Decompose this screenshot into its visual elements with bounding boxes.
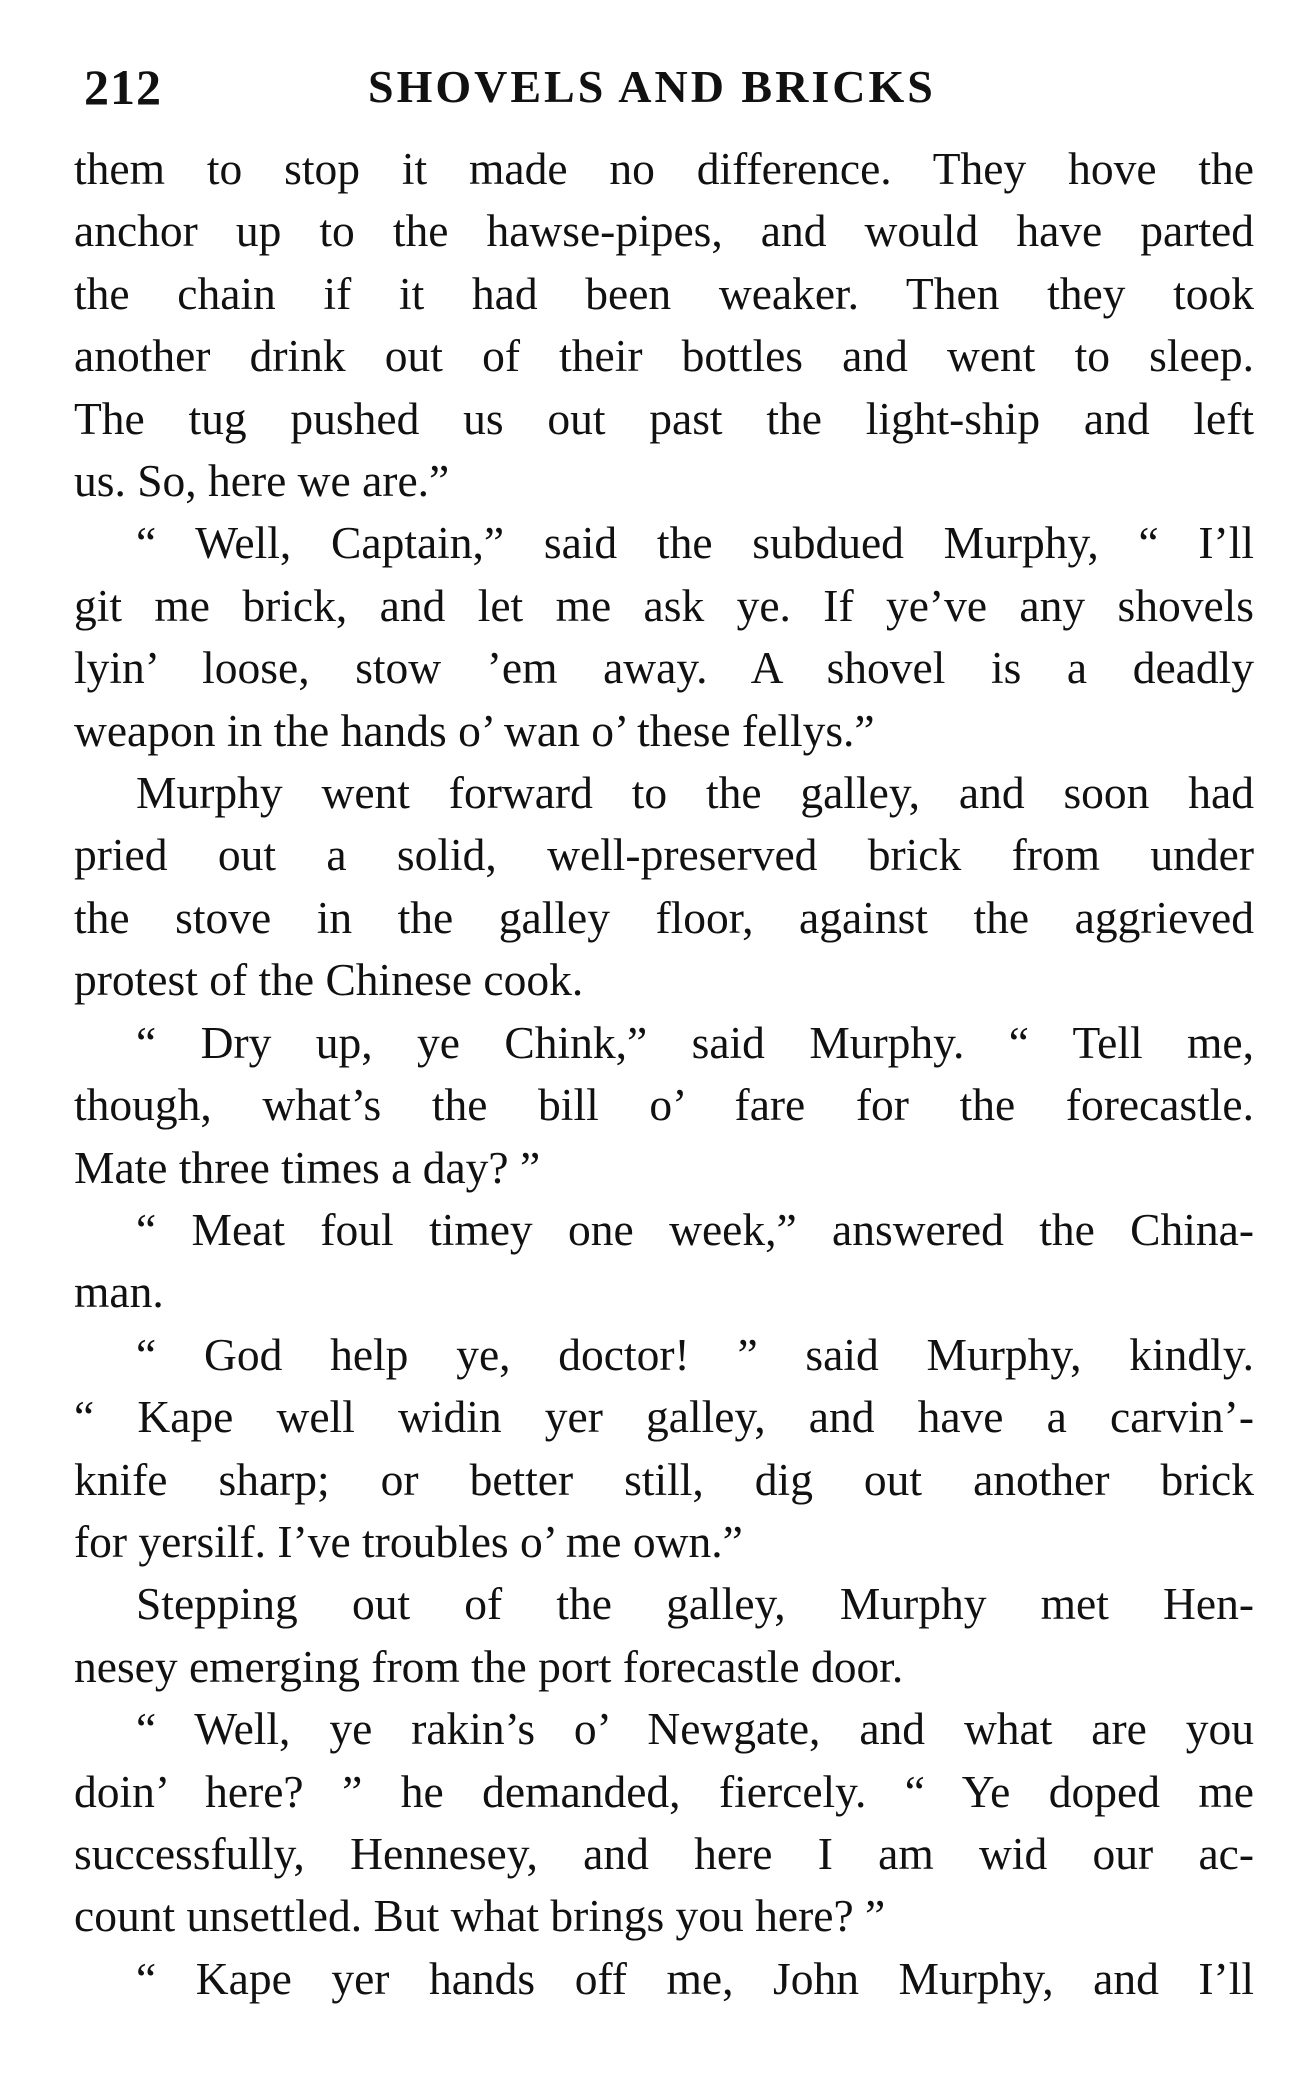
text-line: knife sharp; or better still, dig out another brick xyxy=(74,1453,1254,1505)
paragraph xyxy=(74,1199,1254,1324)
text-line: “ Well, Captain,” said the subdued Murphy, “ I’ll xyxy=(136,517,1254,569)
page-header xyxy=(84,58,1264,128)
text-line: count unsettled. But what brings you here? ” xyxy=(74,1890,886,1942)
paragraph xyxy=(74,1948,1254,2010)
text-line: The tug pushed us out past the light-ship and left xyxy=(74,392,1254,444)
paragraph xyxy=(74,1573,1254,1698)
text-line: “ Kape well widin yer galley, and have a carvin’- xyxy=(74,1391,1254,1443)
text-line: pried out a solid, well-preserved brick from under xyxy=(74,829,1254,881)
text-line: “ Kape yer hands off me, John Murphy, and I’ll xyxy=(136,1952,1254,2004)
text-line: successfully, Hennesey, and here I am wid our ac- xyxy=(74,1827,1254,1879)
text-line: weapon in the hands o’ wan o’ these fellys.” xyxy=(74,704,875,756)
text-line: “ God help ye, doctor! ” said Murphy, kindly. xyxy=(136,1328,1254,1380)
text-line: “ Well, ye rakin’s o’ Newgate, and what are you xyxy=(136,1703,1254,1755)
text-line: another drink out of their bottles and went to sleep. xyxy=(74,330,1254,382)
text-line: nesey emerging from the port forecastle door. xyxy=(74,1640,904,1692)
text-line: man. xyxy=(74,1266,164,1318)
text-line: the stove in the galley floor, against the aggrieved xyxy=(74,891,1254,943)
text-line: us. So, here we are.” xyxy=(74,455,450,507)
text-line: them to stop it made no difference. They hove the xyxy=(74,143,1254,194)
text-line: Stepping out of the galley, Murphy met Hen- xyxy=(136,1578,1254,1630)
paragraph xyxy=(74,1012,1254,1199)
paragraph xyxy=(74,138,1254,512)
text-line: anchor up to the hawse-pipes, and would have parted xyxy=(74,205,1254,257)
text-line: the chain if it had been weaker. Then they took xyxy=(74,267,1254,319)
text-line: though, what’s the bill o’ fare for the forecastle. xyxy=(74,1079,1254,1131)
text-line: Mate three times a day? ” xyxy=(74,1141,541,1193)
paragraph xyxy=(74,512,1254,762)
paragraph xyxy=(74,1698,1254,1948)
paragraph xyxy=(74,762,1254,1012)
text-line: Murphy went forward to the galley, and soon had xyxy=(136,767,1254,819)
running-head: SHOVELS AND BRICKS xyxy=(368,61,936,112)
body-text xyxy=(74,138,1254,2010)
paragraph xyxy=(74,1324,1254,1574)
text-line: “ Dry up, ye Chink,” said Murphy. “ Tell me, xyxy=(136,1016,1254,1068)
text-line: for yersilf. I’ve troubles o’ me own.” xyxy=(74,1515,743,1567)
text-line: doin’ here? ” he demanded, fiercely. “ Ye doped me xyxy=(74,1765,1254,1817)
page-number: 212 xyxy=(84,59,162,115)
text-line: “ Meat foul timey one week,” answered the China- xyxy=(136,1203,1254,1255)
text-line: protest of the Chinese cook. xyxy=(74,954,584,1006)
text-line: lyin’ loose, stow ’em away. A shovel is a deadly xyxy=(74,642,1254,694)
text-line: git me brick, and let me ask ye. If ye’ve any shovels xyxy=(74,579,1254,631)
